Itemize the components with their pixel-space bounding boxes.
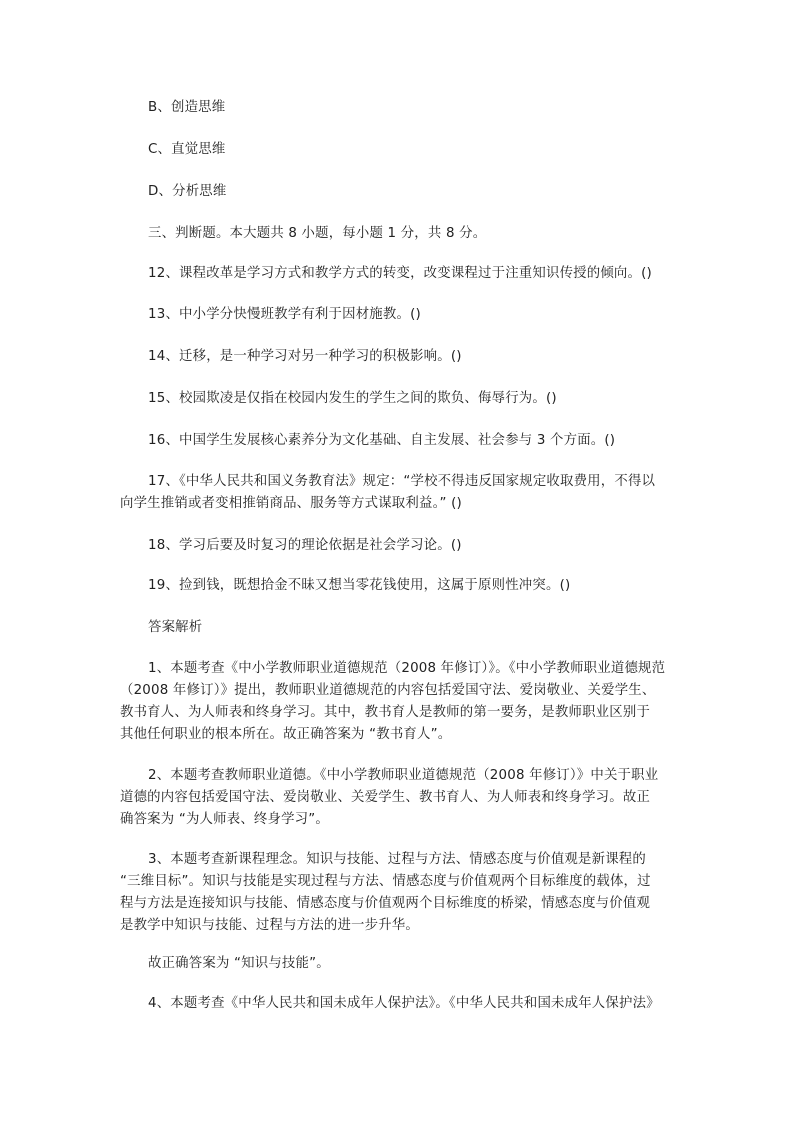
section-title-judgment: 三、判断题。本大题共 8 小题，每小题 1 分，共 8 分。 [148,226,487,241]
answers-title: 答案解析 [148,620,203,635]
question-17-line-1: 17、《中华人民共和国义务教育法》规定：“学校不得违反国家规定收取费用，不得以 [148,474,656,489]
answer-1-line-2: （2008 年修订）》提出，教师职业道德规范的内容包括爱国守法、爱岗敬业、关爱学生、 [120,683,656,698]
answer-3-line-3: 程与方法是连接知识与技能、情感态度与价值观两个目标维度的桥梁，情感态度与价值观 [120,896,651,911]
option-b: B、创造思维 [148,100,226,115]
answer-2-line-3: 确答案为 “为人师表、终身学习”。 [120,812,329,827]
answer-1-line-1: 1、本题考查《中小学教师职业道德规范（2008 年修订）》。《中小学教师职业道德规范 [148,661,666,676]
answer-1-line-3: 教书育人、为人师表和终身学习。其中，教书育人是教师的第一要务，是教师职业区别于 [120,705,651,720]
option-c: C、直觉思维 [148,142,226,157]
question-18: 18、学习后要及时复习的理论依据是社会学习论。() [148,538,462,553]
answer-3-line-1: 3、本题考查新课程理念。知识与技能、过程与方法、情感态度与价值观是新课程的 [148,852,646,867]
question-17-line-2: 向学生推销或者变相推销商品、服务等方式谋取利益。” () [120,496,462,511]
question-12: 12、课程改革是学习方式和教学方式的转变，改变课程过于注重知识传授的倾向。() [148,266,652,281]
answer-3-line-4: 是教学中知识与技能、过程与方法的进一步升华。 [120,918,419,933]
answer-2-line-2: 道德的内容包括爱国守法、爱岗敬业、关爱学生、教书育人、为人师表和终身学习。故正 [120,790,651,805]
option-d: D、分析思维 [148,184,227,199]
question-13: 13、中小学分快慢班教学有利于因材施教。() [148,307,421,322]
question-15: 15、校园欺凌是仅指在校园内发生的学生之间的欺负、侮辱行为。() [148,391,557,406]
answer-3-line-2: “三维目标”。知识与技能是实现过程与方法、情感态度与价值观两个目标维度的载体，过 [120,874,651,889]
question-14: 14、迁移，是一种学习对另一种学习的积极影响。() [148,349,462,364]
question-16: 16、中国学生发展核心素养分为文化基础、自主发展、社会参与 3 个方面。() [148,433,616,448]
answer-1-line-4: 其他任何职业的根本所在。故正确答案为 “教书育人”。 [120,727,452,742]
answer-3-conclusion: 故正确答案为 “知识与技能”。 [148,956,330,971]
answer-2-line-1: 2、本题考查教师职业道德。《中小学教师职业道德规范（2008 年修订）》中关于职业 [148,768,659,783]
question-19: 19、捡到钱，既想拾金不昧又想当零花钱使用，这属于原则性冲突。() [148,578,571,593]
answer-4-line-1: 4、本题考查《中华人民共和国未成年人保护法》。《中华人民共和国未成年人保护法》 [148,996,660,1011]
